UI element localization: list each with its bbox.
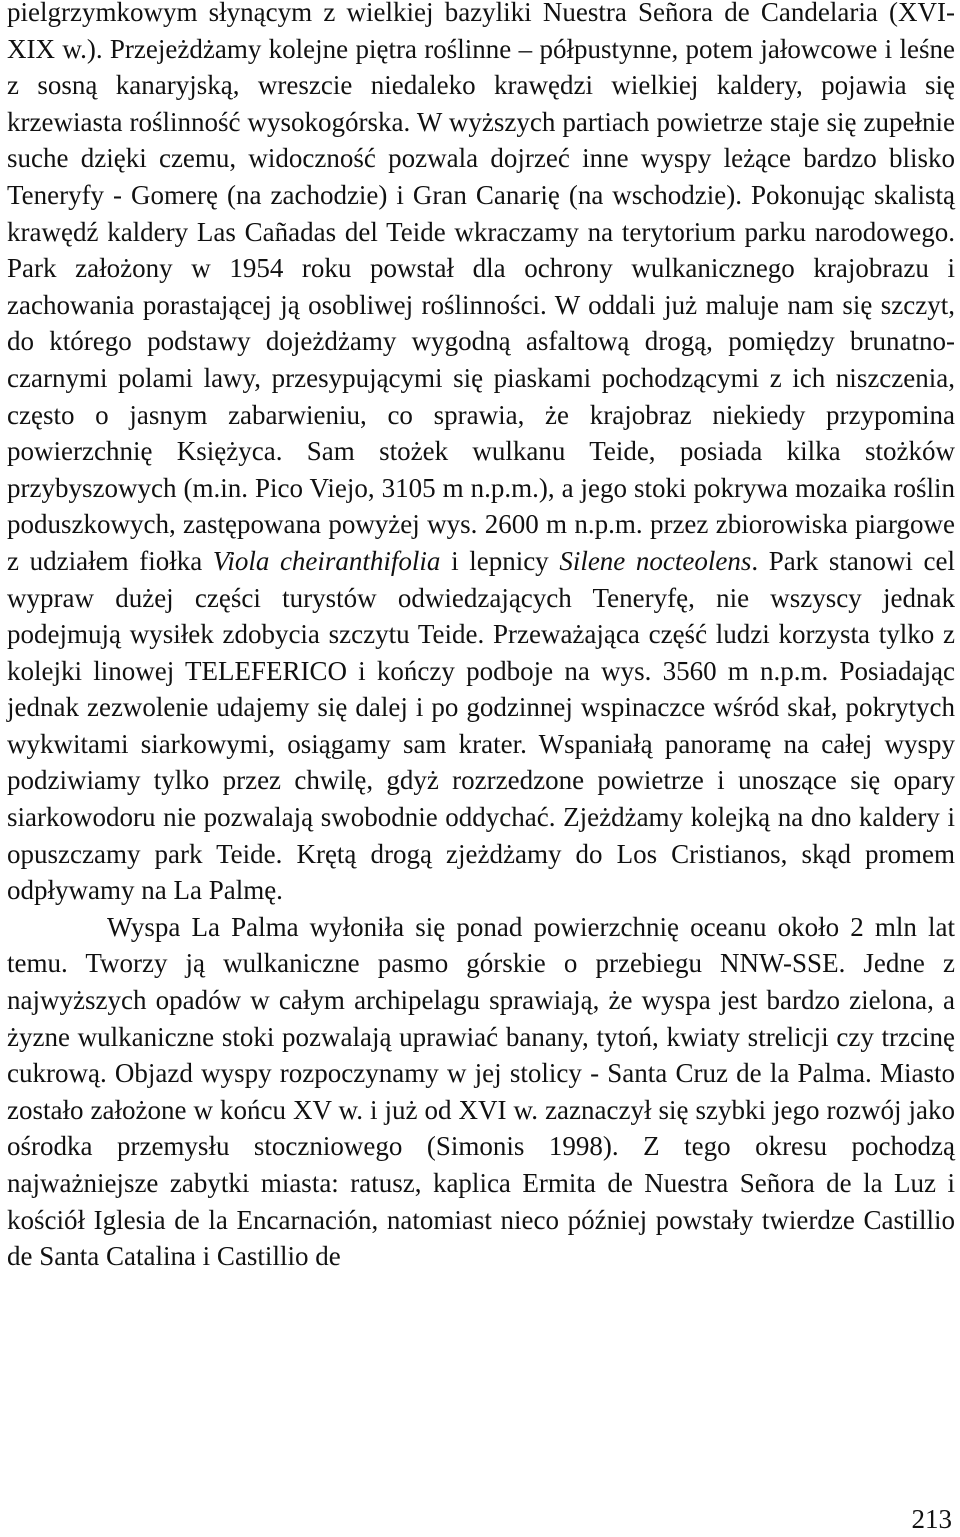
paragraph-1 (7, 0, 955, 909)
text-run: . Park stanowi cel wypraw dużej części turystów odwiedzających Teneryfę, nie wszyscy jednak podejmują wysiłek zdobycia szczytu Teide. Przeważająca część ludzi korzysta tylko z kolejki linowej TELEFERICO i kończy podboje na wys. 3560 m n.p.m. Posiadając jednak zezwolenie udajemy się dalej i po godzinnej wspinaczce wśród skał, pokrytych wykwitami siarkowymi, osiągamy sam krater. Wspaniałą panoramę na całej wyspy podziwiamy tylko przez chwilę, gdyż rozrzedzone powietrze i unoszące się opary siarkowodoru nie pozwalają swobodnie oddychać. Zjeżdżamy kolejką na dno kaldery i opuszczamy park Teide. Krętą drogą zjeżdżamy do Los Cristianos, skąd promem odpływamy na La Palmę. (7, 545, 955, 906)
species-name-viola: Viola cheiranthifolia (212, 545, 441, 576)
species-name-silene: Silene nocteolens (559, 545, 752, 576)
text-run: pielgrzymkowym słynącym z wielkiej bazyliki Nuestra Señora de Candelaria (XVI-XIX w.). Przejeżdżamy kolejne piętra roślinne – półpustynne, potem jałowcowe i leśne z sosną kanaryjską, wreszcie niedaleko krawędzi wielkiej kaldery, pojawia się krzewiasta roślinność wysokogórska. W wyższych partiach powietrze staje się zupełnie suche dzięki czemu, widoczność pozwala dojrzeć inne wyspy leżące bardzo blisko Teneryfy - Gomerę (na zachodzie) i Gran Canarię (na wschodzie). Pokonując skalistą krawędź kaldery Las Cañadas del Teide wkraczamy na terytorium parku narodowego. Park założony w 1954 roku powstał dla ochrony wulkanicznego krajobrazu i zachowania porastającej ją osobliwej roślinności. W oddali już maluje nam się szczyt, do którego podstawy dojeżdżamy wygodną asfaltową drogą, pomiędzy brunatno-czarnymi polami lawy, przesypującymi się piaskami pochodzącymi z ich niszczenia, często o jasnym zabarwieniu, co sprawia, że krajobraz niekiedy przypomina powierzchnię Księżyca. Sam stożek wulkanu Teide, posiada kilka stożków przybyszowych (m.in. Pico Viejo, 3105 m n.p.m.), a jego stoki pokrywa mozaika roślin poduszkowych, zastępowana powyżej wys. 2600 m n.p.m. przez zbiorowiska piargowe z udziałem fiołka (7, 0, 955, 576)
paragraph-2 (7, 909, 955, 1275)
text-run: Wyspa La Palma wyłoniła się ponad powierzchnię oceanu około 2 mln lat temu. Tworzy ją wulkaniczne pasmo górskie o przebiegu NNW-SSE. Jedne z najwyższych opadów w całym archipelagu sprawiają, że wyspa jest bardzo zielona, a żyzne wulkaniczne stoki pozwalają uprawiać banany, tytoń, kwiaty strelicji czy trzcinę cukrową. Objazd wyspy rozpoczynamy w jej stolicy - Santa Cruz de la Palma. Miasto zostało założone w końcu XV w. i już od XVI w. zaznaczył się szybki jego rozwój jako ośrodka przemysłu stoczniowego (Simonis 1998). Z tego okresu pochodzą najważniejsze zabytki miasta: ratusz, kaplica Ermita de Nuestra Señora de la Luz i kościół Iglesia de la Encarnación, natomiast nieco później powstały twierdze Castillio de Santa Catalina i Castillio de (7, 911, 955, 1272)
body-text (7, 0, 955, 1275)
page-number: 213 (911, 1504, 952, 1534)
text-run: i lepnicy (440, 545, 560, 576)
